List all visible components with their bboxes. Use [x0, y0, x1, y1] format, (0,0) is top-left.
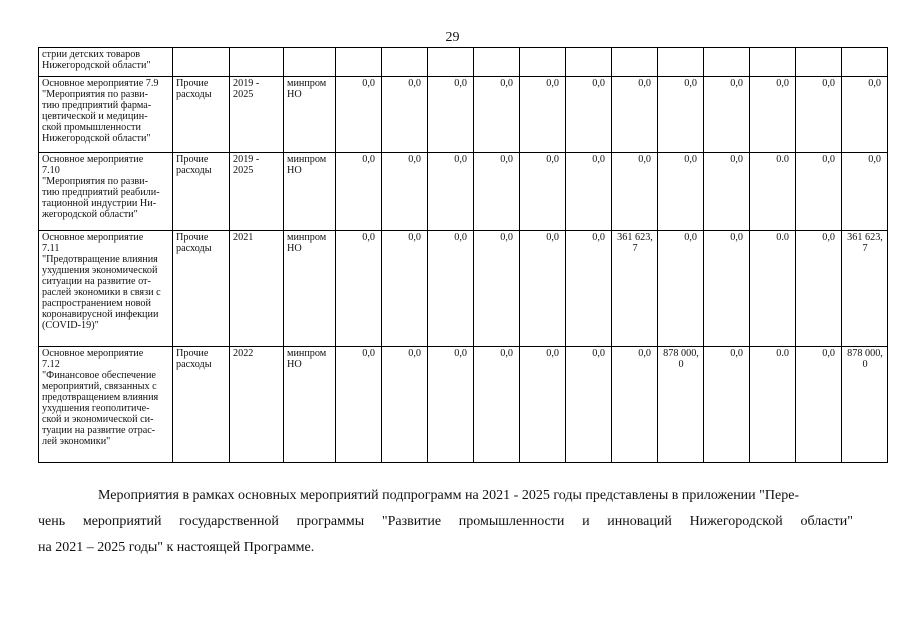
value-cell: 0,0 — [474, 231, 520, 347]
executor-cell — [284, 48, 336, 77]
value-cell — [704, 48, 750, 77]
value-cell: 0,0 — [658, 77, 704, 153]
value-cell — [612, 48, 658, 77]
value-cell — [336, 48, 382, 77]
event-cell: стрии детских товаров Нижегородской области" — [39, 48, 173, 77]
value-cell: 0,0 — [336, 347, 382, 463]
paragraph-line-3: на 2021 – 2025 годы" к настоящей Программе. — [38, 540, 315, 555]
expense-type-cell: Прочие расходы — [173, 153, 230, 231]
event-cell: Основное мероприятие 7.11 "Предотвращение влияния ухудшения экономической ситуации на развитие от- раслей экономики в связи с распространением новой коронавирусной инфекции (COVID-19)" — [39, 231, 173, 347]
value-cell: 0,0 — [474, 153, 520, 231]
value-cell — [796, 48, 842, 77]
value-cell: 0,0 — [566, 153, 612, 231]
value-cell: 0,0 — [336, 153, 382, 231]
value-cell: 0.0 — [750, 347, 796, 463]
value-cell: 0,0 — [842, 153, 888, 231]
value-cell — [428, 48, 474, 77]
executor-cell: минпром НО — [284, 347, 336, 463]
value-cell: 0,0 — [796, 347, 842, 463]
table-row — [39, 77, 888, 153]
value-cell: 0,0 — [704, 153, 750, 231]
value-cell: 0,0 — [382, 347, 428, 463]
value-cell: 0,0 — [796, 153, 842, 231]
years-cell — [230, 48, 284, 77]
table-row — [39, 231, 888, 347]
expense-type-cell — [173, 48, 230, 77]
value-cell: 0,0 — [612, 153, 658, 231]
value-cell: 0,0 — [428, 231, 474, 347]
event-cell: Основное мероприятие 7.9 "Мероприятия по разви- тию предприятий фарма- цевтической и медицин- ской промышленности Нижегородской области" — [39, 77, 173, 153]
years-cell: 2019 - 2025 — [230, 77, 284, 153]
value-cell: 0,0 — [382, 231, 428, 347]
value-cell: 0,0 — [796, 77, 842, 153]
value-cell: 0,0 — [796, 231, 842, 347]
value-cell: 0,0 — [520, 77, 566, 153]
years-cell: 2021 — [230, 231, 284, 347]
executor-cell: минпром НО — [284, 153, 336, 231]
value-cell — [750, 48, 796, 77]
years-cell: 2019 - 2025 — [230, 153, 284, 231]
value-cell: 0,0 — [382, 77, 428, 153]
value-cell: 361 623, 7 — [612, 231, 658, 347]
value-cell: 0,0 — [474, 77, 520, 153]
value-cell: 0,0 — [428, 347, 474, 463]
table-row — [39, 347, 888, 463]
expense-type-cell: Прочие расходы — [173, 347, 230, 463]
value-cell: 0,0 — [566, 347, 612, 463]
value-cell — [658, 48, 704, 77]
value-cell: 0,0 — [566, 231, 612, 347]
value-cell — [382, 48, 428, 77]
value-cell: 0,0 — [428, 77, 474, 153]
expense-type-cell: Прочие расходы — [173, 77, 230, 153]
table-row — [39, 48, 888, 77]
value-cell: 0,0 — [704, 347, 750, 463]
value-cell: 0,0 — [520, 231, 566, 347]
value-cell: 0,0 — [704, 77, 750, 153]
value-cell: 0,0 — [336, 77, 382, 153]
budget-table — [38, 47, 888, 463]
value-cell: 0,0 — [658, 231, 704, 347]
value-cell: 0.0 — [750, 153, 796, 231]
value-cell: 0,0 — [566, 77, 612, 153]
value-cell — [520, 48, 566, 77]
value-cell: 0,0 — [382, 153, 428, 231]
executor-cell: минпром НО — [284, 231, 336, 347]
value-cell: 0,0 — [520, 153, 566, 231]
value-cell: 0,0 — [428, 153, 474, 231]
event-cell: Основное мероприятие 7.12 "Финансовое обеспечение мероприятий, связанных с предотвращением влияния ухудшения геополитиче- ской и экономической си- туации на развитие отрас- лей экономики" — [39, 347, 173, 463]
value-cell: 878 000, 0 — [658, 347, 704, 463]
paragraph-line-1: Мероприятия в рамках основных мероприятий подпрограмм на 2021 - 2025 годы представлены в приложении "Пере- — [98, 488, 800, 503]
value-cell: 0,0 — [750, 77, 796, 153]
value-cell: 878 000, 0 — [842, 347, 888, 463]
value-cell — [566, 48, 612, 77]
value-cell: 0,0 — [658, 153, 704, 231]
executor-cell: минпром НО — [284, 77, 336, 153]
value-cell: 361 623, 7 — [842, 231, 888, 347]
value-cell: 0,0 — [842, 77, 888, 153]
value-cell: 0,0 — [612, 347, 658, 463]
value-cell: 0,0 — [336, 231, 382, 347]
event-cell: Основное мероприятие 7.10 "Мероприятия по разви- тию предприятий реабили- тационной индустрии Ни- жегородской области" — [39, 153, 173, 231]
value-cell: 0,0 — [612, 77, 658, 153]
paragraph-line-2: чень мероприятий государственной программы "Развитие промышленности и инноваций Нижегородской области" — [38, 514, 853, 529]
value-cell: 0,0 — [520, 347, 566, 463]
table-row — [39, 153, 888, 231]
expense-type-cell: Прочие расходы — [173, 231, 230, 347]
years-cell: 2022 — [230, 347, 284, 463]
value-cell: 0,0 — [704, 231, 750, 347]
value-cell: 0.0 — [750, 231, 796, 347]
value-cell: 0,0 — [474, 347, 520, 463]
value-cell — [474, 48, 520, 77]
page-number: 29 — [445, 30, 460, 45]
value-cell — [842, 48, 888, 77]
